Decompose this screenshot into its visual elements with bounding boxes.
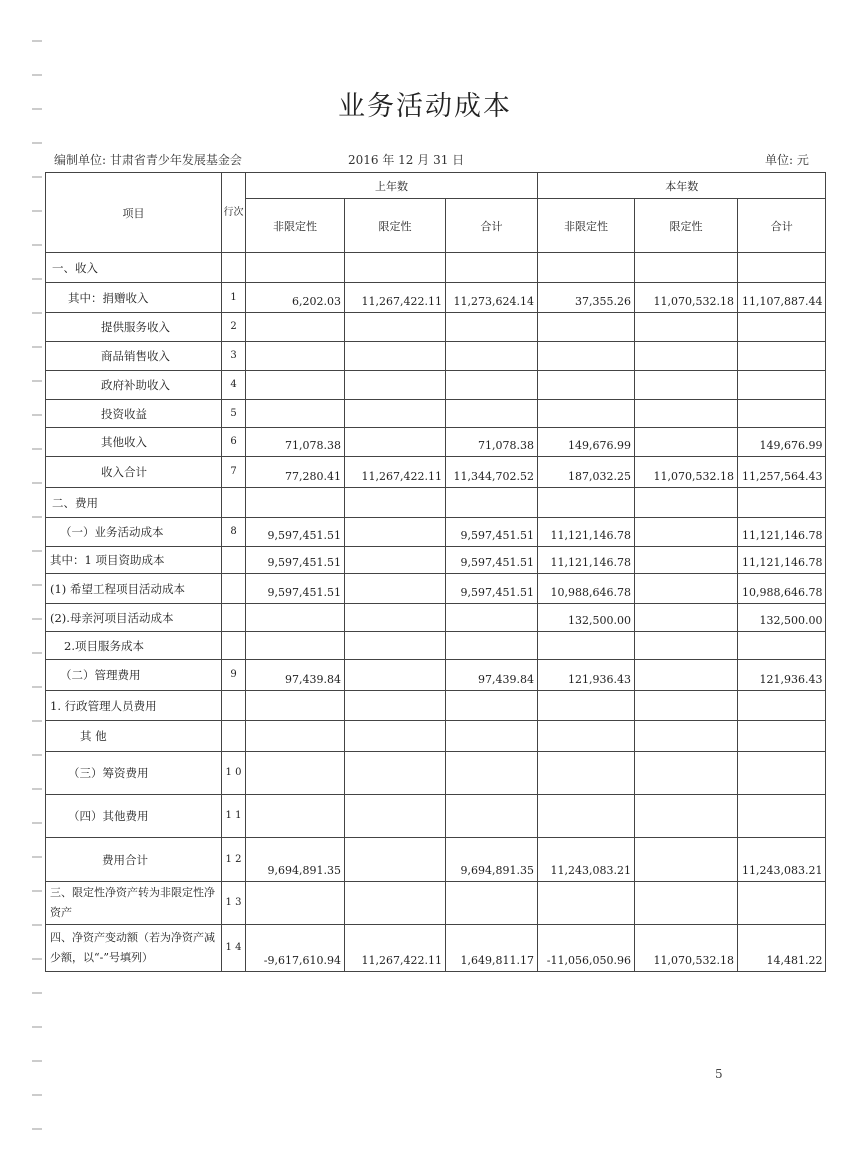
row-line-number: 7	[222, 457, 246, 488]
amount-cell	[246, 253, 345, 283]
amount-cell	[446, 400, 538, 428]
scan-edge-mark	[32, 1060, 42, 1062]
amount-cell: 121,936.43	[738, 660, 826, 691]
table-row	[46, 882, 826, 925]
amount-cell	[446, 632, 538, 660]
amount-cell	[738, 721, 826, 752]
row-line-number: 8	[222, 518, 246, 547]
amount-cell: 10,988,646.78	[538, 574, 635, 604]
row-label: 四、净资产变动额（若为净资产减少额，以“-”号填列）	[46, 925, 222, 972]
row-label: 1. 行政管理人员费用	[46, 691, 222, 721]
table-row	[46, 604, 826, 632]
amount-cell	[538, 882, 635, 925]
row-line-number	[222, 691, 246, 721]
scan-edge-mark	[32, 448, 42, 450]
row-label: （二）管理费用	[46, 660, 222, 691]
amount-cell	[538, 371, 635, 400]
row-label: 其他收入	[46, 428, 222, 457]
row-line-number	[222, 253, 246, 283]
row-label: 政府补助收入	[46, 371, 222, 400]
amount-cell	[345, 882, 446, 925]
amount-cell	[738, 313, 826, 342]
row-label: (2).母亲河项目活动成本	[46, 604, 222, 632]
reporting-unit: 编制单位: 甘肃省青少年发展基金会	[54, 153, 242, 167]
table-row	[46, 547, 826, 574]
amount-cell	[538, 795, 635, 838]
amount-cell: 11,070,532.18	[635, 283, 738, 313]
amount-cell	[246, 488, 345, 518]
scan-edge-mark	[32, 278, 42, 280]
header-sub: 合计	[738, 199, 826, 253]
page-title: 业务活动成本	[338, 91, 512, 122]
scan-edge-mark	[32, 108, 42, 110]
amount-cell: 10,988,646.78	[738, 574, 826, 604]
amount-cell: 11,070,532.18	[635, 457, 738, 488]
amount-cell: -11,056,050.96	[538, 925, 635, 972]
amount-cell	[446, 253, 538, 283]
scan-edge-mark	[32, 992, 42, 994]
amount-cell: 11,267,422.11	[345, 925, 446, 972]
header-current-year: 本年数	[538, 173, 826, 199]
scan-edge-mark	[32, 380, 42, 382]
header-prior-year: 上年数	[246, 173, 538, 199]
amount-cell: 149,676.99	[538, 428, 635, 457]
row-line-number: 5	[222, 400, 246, 428]
table-row	[46, 457, 826, 488]
row-line-number: 1 1	[222, 795, 246, 838]
header-sub: 非限定性	[246, 199, 345, 253]
scan-edge-mark	[32, 516, 42, 518]
amount-cell: 132,500.00	[738, 604, 826, 632]
amount-cell: 9,597,451.51	[446, 574, 538, 604]
amount-cell	[345, 371, 446, 400]
amount-cell	[635, 428, 738, 457]
amount-cell: 9,597,451.51	[446, 547, 538, 574]
header-line: 行次	[222, 173, 246, 253]
table-row	[46, 660, 826, 691]
amount-cell	[345, 518, 446, 547]
amount-cell: 97,439.84	[246, 660, 345, 691]
row-label: 提供服务收入	[46, 313, 222, 342]
amount-cell	[635, 691, 738, 721]
row-label: 其中：1 项目资助成本	[46, 547, 222, 574]
scan-edge-mark	[32, 40, 42, 42]
amount-cell	[345, 604, 446, 632]
row-label: （三）筹资费用	[46, 752, 222, 795]
row-label: 其中：捐赠收入	[46, 283, 222, 313]
row-line-number	[222, 574, 246, 604]
amount-cell	[246, 721, 345, 752]
amount-cell	[635, 795, 738, 838]
amount-cell	[635, 838, 738, 882]
amount-cell: 11,267,422.11	[345, 457, 446, 488]
row-line-number	[222, 721, 246, 752]
row-line-number: 2	[222, 313, 246, 342]
amount-cell	[446, 721, 538, 752]
amount-cell	[246, 313, 345, 342]
amount-cell	[446, 342, 538, 371]
table-row	[46, 518, 826, 547]
amount-cell: 71,078.38	[446, 428, 538, 457]
amount-cell	[635, 488, 738, 518]
amount-cell	[345, 253, 446, 283]
amount-cell	[345, 574, 446, 604]
amount-cell	[738, 253, 826, 283]
row-line-number	[222, 604, 246, 632]
amount-cell	[246, 400, 345, 428]
scan-edge-mark	[32, 958, 42, 960]
row-label: 费用合计	[46, 838, 222, 882]
report-date: 2016 年 12 月 31 日	[348, 153, 465, 167]
amount-cell	[345, 721, 446, 752]
scan-edge-mark	[32, 788, 42, 790]
amount-cell	[345, 428, 446, 457]
scan-edge-mark	[32, 346, 42, 348]
row-line-number: 3	[222, 342, 246, 371]
amount-cell	[345, 660, 446, 691]
table-row	[46, 371, 826, 400]
amount-cell	[538, 313, 635, 342]
amount-cell: 9,597,451.51	[446, 518, 538, 547]
amount-cell	[345, 795, 446, 838]
amount-cell	[738, 488, 826, 518]
amount-cell	[635, 574, 738, 604]
amount-cell: 9,597,451.51	[246, 574, 345, 604]
scan-edge-mark	[32, 142, 42, 144]
amount-cell: 9,694,891.35	[246, 838, 345, 882]
table-row	[46, 838, 826, 882]
table-row	[46, 313, 826, 342]
scan-edge-mark	[32, 244, 42, 246]
amount-cell	[246, 752, 345, 795]
scan-edge-mark	[32, 686, 42, 688]
amount-cell	[345, 691, 446, 721]
row-label: 一、收入	[46, 253, 222, 283]
amount-cell	[635, 721, 738, 752]
amount-cell	[446, 752, 538, 795]
row-line-number	[222, 488, 246, 518]
amount-cell	[538, 752, 635, 795]
amount-cell	[635, 660, 738, 691]
row-line-number: 4	[222, 371, 246, 400]
amount-cell: 97,439.84	[446, 660, 538, 691]
scan-edge-mark	[32, 1026, 42, 1028]
row-line-number: 1 2	[222, 838, 246, 882]
row-label: (1) 希望工程项目活动成本	[46, 574, 222, 604]
amount-cell: 11,257,564.43	[738, 457, 826, 488]
amount-cell	[246, 632, 345, 660]
amount-cell	[738, 371, 826, 400]
amount-cell	[538, 342, 635, 371]
amount-cell: 14,481.22	[738, 925, 826, 972]
amount-cell: 9,694,891.35	[446, 838, 538, 882]
amount-cell	[538, 253, 635, 283]
amount-cell: -9,617,610.94	[246, 925, 345, 972]
row-label: 投资收益	[46, 400, 222, 428]
table-row	[46, 342, 826, 371]
amount-cell	[446, 691, 538, 721]
table-row	[46, 795, 826, 838]
amount-cell	[345, 752, 446, 795]
row-label: （四）其他费用	[46, 795, 222, 838]
currency-unit: 单位: 元	[765, 153, 809, 167]
scan-edge-mark	[32, 210, 42, 212]
amount-cell	[635, 342, 738, 371]
amount-cell	[538, 721, 635, 752]
amount-cell: 11,243,083.21	[538, 838, 635, 882]
table-row	[46, 925, 826, 972]
amount-cell: 132,500.00	[538, 604, 635, 632]
amount-cell	[446, 795, 538, 838]
amount-cell	[345, 547, 446, 574]
scan-edge-mark	[32, 74, 42, 76]
table-row	[46, 691, 826, 721]
amount-cell	[446, 313, 538, 342]
amount-cell	[538, 488, 635, 518]
row-label: 收入合计	[46, 457, 222, 488]
row-label: （一）业务活动成本	[46, 518, 222, 547]
header-sub: 限定性	[635, 199, 738, 253]
amount-cell: 9,597,451.51	[246, 518, 345, 547]
amount-cell: 11,121,146.78	[538, 518, 635, 547]
amount-cell: 11,070,532.18	[635, 925, 738, 972]
amount-cell	[345, 488, 446, 518]
amount-cell: 11,344,702.52	[446, 457, 538, 488]
row-label: 其 他	[46, 721, 222, 752]
amount-cell	[738, 795, 826, 838]
scan-edge-mark	[32, 652, 42, 654]
scan-edge-mark	[32, 720, 42, 722]
amount-cell	[246, 795, 345, 838]
amount-cell	[538, 632, 635, 660]
amount-cell	[635, 313, 738, 342]
amount-cell: 11,121,146.78	[738, 518, 826, 547]
table-row	[46, 632, 826, 660]
scan-edge-mark	[32, 1128, 42, 1130]
header-item: 项目	[46, 173, 222, 253]
row-line-number: 1 3	[222, 882, 246, 925]
amount-cell	[738, 632, 826, 660]
scan-edge-mark	[32, 856, 42, 858]
amount-cell	[446, 882, 538, 925]
amount-cell: 11,267,422.11	[345, 283, 446, 313]
row-label: 三、限定性净资产转为非限定性净资产	[46, 882, 222, 925]
amount-cell: 11,243,083.21	[738, 838, 826, 882]
scan-edge-mark	[32, 618, 42, 620]
amount-cell	[635, 752, 738, 795]
scan-edge-mark	[32, 890, 42, 892]
amount-cell	[246, 691, 345, 721]
amount-cell	[635, 604, 738, 632]
scan-edge-mark	[32, 482, 42, 484]
amount-cell: 9,597,451.51	[246, 547, 345, 574]
row-label: 2.项目服务成本	[46, 632, 222, 660]
row-line-number: 1	[222, 283, 246, 313]
amount-cell	[738, 882, 826, 925]
table-row	[46, 283, 826, 313]
row-line-number: 1 0	[222, 752, 246, 795]
amount-cell: 77,280.41	[246, 457, 345, 488]
amount-cell: 71,078.38	[246, 428, 345, 457]
scan-edge-mark	[32, 754, 42, 756]
amount-cell	[635, 882, 738, 925]
amount-cell	[635, 547, 738, 574]
amount-cell	[635, 253, 738, 283]
amount-cell	[738, 752, 826, 795]
amount-cell	[246, 604, 345, 632]
header-sub: 限定性	[345, 199, 446, 253]
amount-cell	[635, 400, 738, 428]
table-row	[46, 752, 826, 795]
table-row	[46, 721, 826, 752]
scan-edge-mark	[32, 414, 42, 416]
amount-cell: 11,107,887.44	[738, 283, 826, 313]
amount-cell: 11,273,624.14	[446, 283, 538, 313]
scan-edge-mark	[32, 822, 42, 824]
row-line-number: 1 4	[222, 925, 246, 972]
amount-cell	[446, 371, 538, 400]
activity-cost-table	[45, 172, 826, 972]
row-label: 商品销售收入	[46, 342, 222, 371]
amount-cell	[738, 400, 826, 428]
table-row	[46, 488, 826, 518]
amount-cell	[345, 838, 446, 882]
table-row	[46, 253, 826, 283]
scan-edge-mark	[32, 1094, 42, 1096]
row-line-number: 9	[222, 660, 246, 691]
amount-cell	[345, 313, 446, 342]
amount-cell	[246, 882, 345, 925]
amount-cell: 11,121,146.78	[738, 547, 826, 574]
amount-cell: 1,649,811.17	[446, 925, 538, 972]
amount-cell: 149,676.99	[738, 428, 826, 457]
amount-cell	[246, 371, 345, 400]
amount-cell	[345, 400, 446, 428]
amount-cell	[738, 691, 826, 721]
amount-cell: 121,936.43	[538, 660, 635, 691]
scan-edge-mark	[32, 312, 42, 314]
amount-cell	[446, 604, 538, 632]
amount-cell	[446, 488, 538, 518]
table-row	[46, 400, 826, 428]
scan-edge-mark	[32, 550, 42, 552]
amount-cell	[246, 342, 345, 371]
amount-cell	[345, 342, 446, 371]
amount-cell: 11,121,146.78	[538, 547, 635, 574]
amount-cell	[635, 518, 738, 547]
scan-edge-mark	[32, 176, 42, 178]
amount-cell	[635, 371, 738, 400]
table-row	[46, 428, 826, 457]
amount-cell	[538, 400, 635, 428]
row-line-number	[222, 632, 246, 660]
amount-cell	[738, 342, 826, 371]
row-label: 二、费用	[46, 488, 222, 518]
scan-edge-mark	[32, 924, 42, 926]
row-line-number	[222, 547, 246, 574]
amount-cell: 37,355.26	[538, 283, 635, 313]
scan-edge-mark	[32, 584, 42, 586]
amount-cell: 187,032.25	[538, 457, 635, 488]
header-sub: 非限定性	[538, 199, 635, 253]
amount-cell	[635, 632, 738, 660]
amount-cell	[345, 632, 446, 660]
row-line-number: 6	[222, 428, 246, 457]
table-row	[46, 574, 826, 604]
header-sub: 合计	[446, 199, 538, 253]
amount-cell	[538, 691, 635, 721]
amount-cell: 6,202.03	[246, 283, 345, 313]
page-number: 5	[715, 1067, 723, 1081]
